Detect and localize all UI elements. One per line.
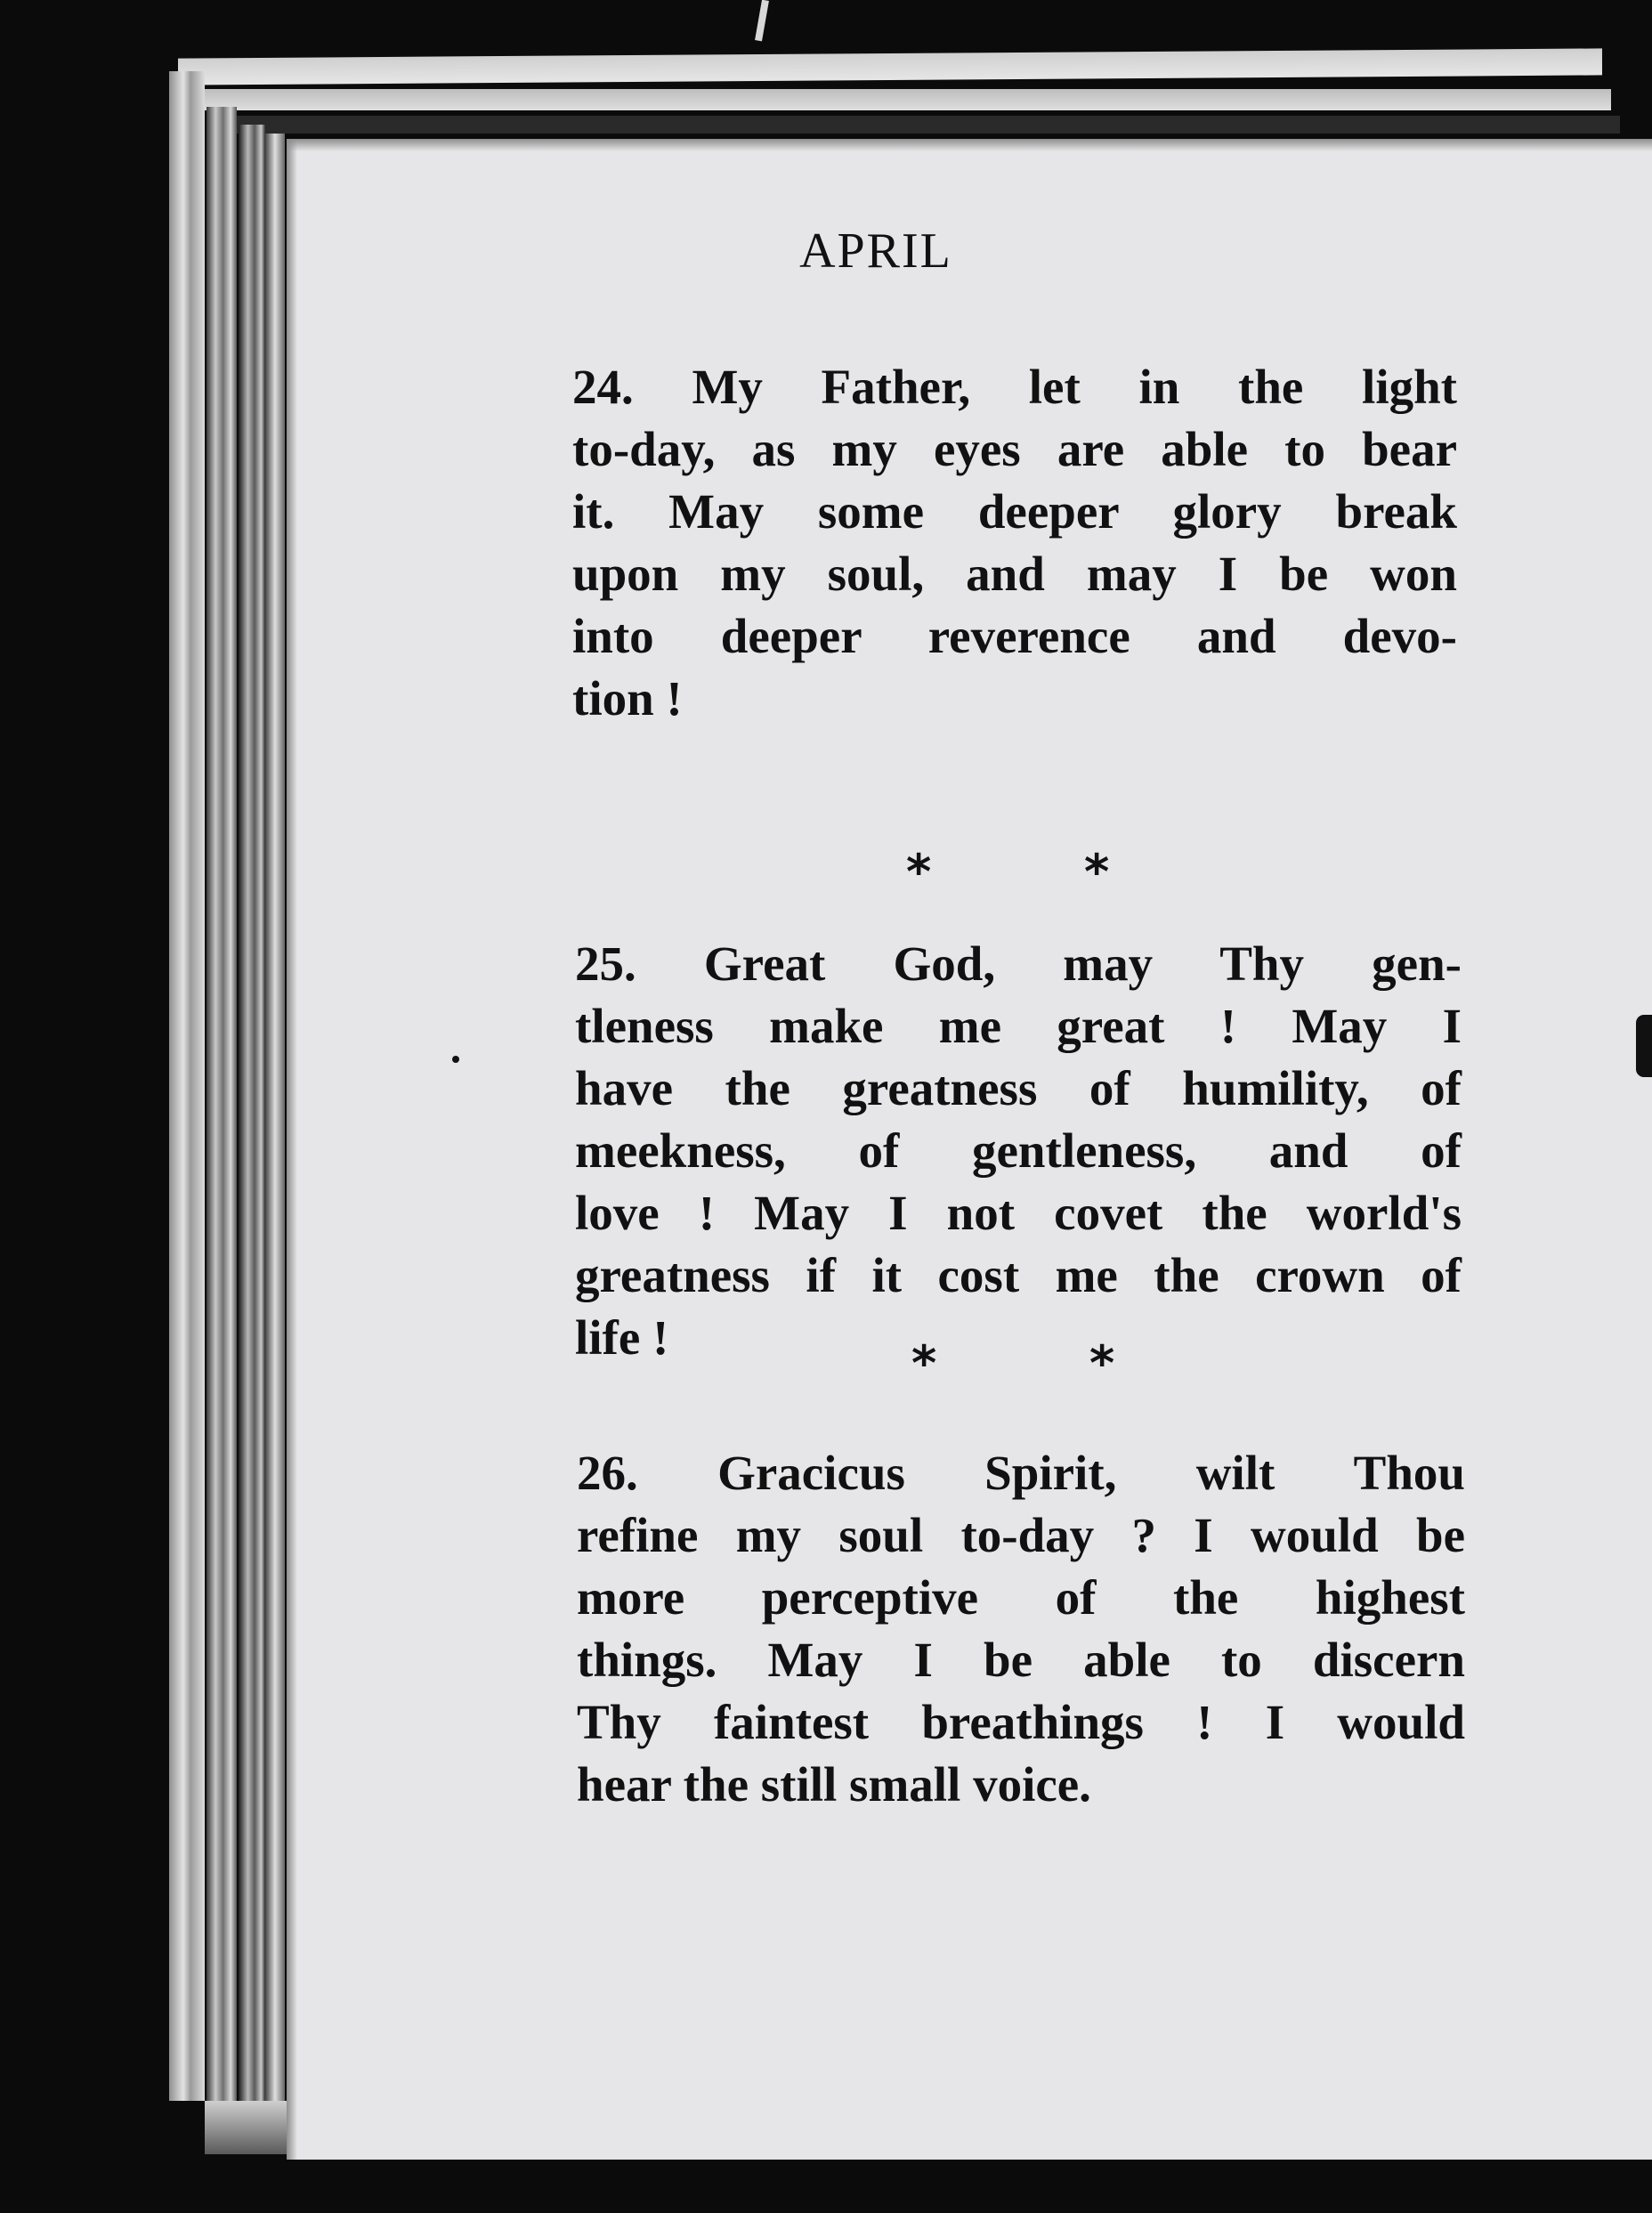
separator-asterisk: * xyxy=(1084,844,1110,900)
page-edge xyxy=(205,89,1611,110)
scan-artifact xyxy=(755,0,769,41)
entry-25 xyxy=(575,933,1462,1369)
separator-asterisk: * xyxy=(1089,1335,1115,1391)
entry-line: it. May some deeper glory break xyxy=(572,484,1457,539)
page-edge xyxy=(178,48,1602,85)
scan-background xyxy=(223,2160,1652,2213)
entry-line: more perceptive of the highest xyxy=(577,1570,1465,1625)
page-edge xyxy=(206,107,237,2136)
entry-line: have the greatness of humility, of xyxy=(575,1061,1462,1115)
entry-26 xyxy=(577,1442,1465,1816)
entry-line: love ! May I not covet the world's xyxy=(575,1186,1462,1240)
entry-line: tleness make me great ! May I xyxy=(575,999,1462,1053)
page-heading: APRIL xyxy=(799,223,952,279)
entry-line: 25. Great God, may Thy gen- xyxy=(575,936,1462,991)
entry-line: hear the still small voice. xyxy=(577,1757,1091,1812)
entry-line: greatness if it cost me the crown of xyxy=(575,1248,1462,1302)
page-edge xyxy=(239,125,265,2145)
entry-line: things. May I be able to discern xyxy=(577,1633,1465,1687)
entry-line: life ! xyxy=(575,1310,669,1365)
scan-artifact xyxy=(452,1056,459,1063)
entry-line: 26. Gracicus Spirit, wilt Thou xyxy=(577,1446,1465,1500)
entry-line: upon my soul, and may I be won xyxy=(572,547,1457,601)
entry-line: 24. My Father, let in the light xyxy=(572,360,1457,414)
entry-line: meekness, of gentleness, and of xyxy=(575,1123,1462,1178)
entry-line: to-day, as my eyes are able to bear xyxy=(572,422,1457,476)
entry-line: into deeper reverence and devo- xyxy=(572,609,1457,663)
entry-line: refine my soul to-day ? I would be xyxy=(577,1508,1465,1562)
page-edge xyxy=(169,71,205,2101)
page-shadow xyxy=(287,139,1652,151)
page-edge xyxy=(231,116,1620,134)
separator-asterisk: * xyxy=(906,844,932,900)
entry-24 xyxy=(572,356,1457,730)
page-edge xyxy=(265,134,285,2145)
page-shadow xyxy=(287,139,297,2160)
scan-artifact xyxy=(1636,1015,1652,1077)
entry-line: Thy faintest breathings ! I would xyxy=(577,1695,1465,1749)
separator-asterisk: * xyxy=(911,1335,937,1391)
entry-line: tion ! xyxy=(572,671,683,726)
